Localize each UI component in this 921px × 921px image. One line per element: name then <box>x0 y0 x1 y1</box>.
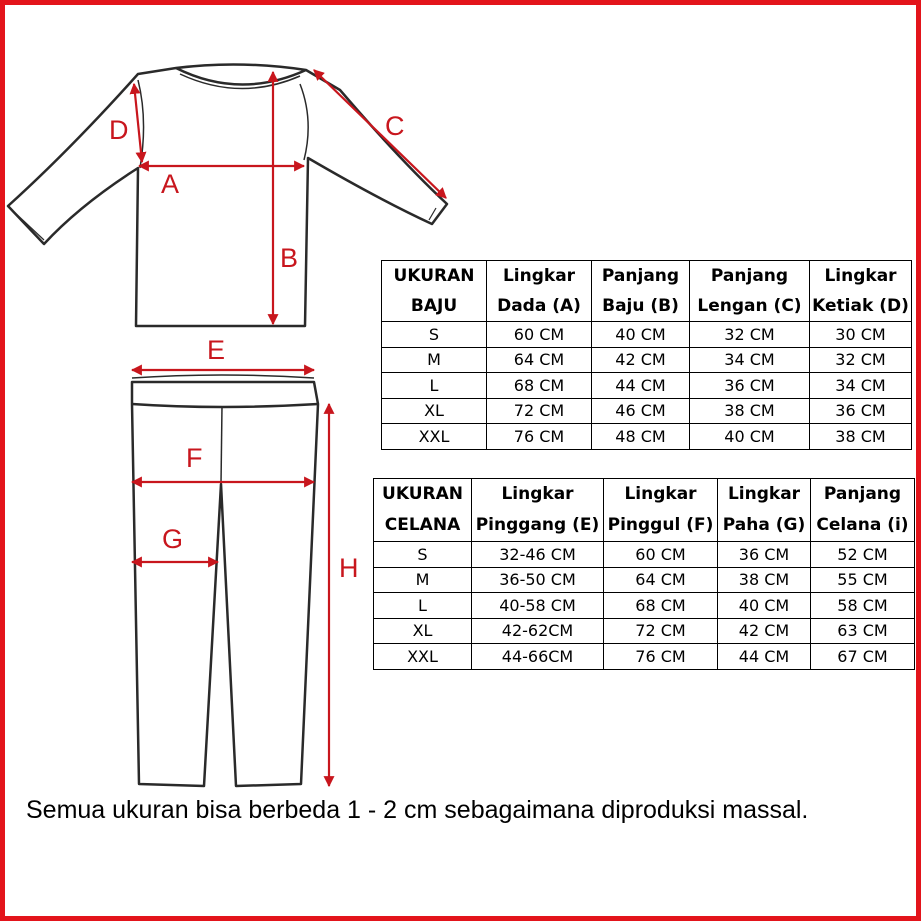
table-row: XL 42-62CM 72 CM 42 CM 63 CM <box>374 618 915 644</box>
header-cell: UKURAN BAJU <box>382 261 487 322</box>
table-row: L 68 CM 44 CM 36 CM 34 CM <box>382 373 912 399</box>
label-c: C <box>385 111 405 141</box>
table-row: XL 72 CM 46 CM 38 CM 36 CM <box>382 398 912 424</box>
table-row: S 60 CM 40 CM 32 CM 30 CM <box>382 322 912 348</box>
table-row: M 36-50 CM 64 CM 38 CM 55 CM <box>374 567 915 593</box>
label-b: B <box>280 243 299 273</box>
pants-size-table <box>373 478 915 670</box>
header-cell: Lingkar Dada (A) <box>487 261 592 322</box>
table-row: XXL 44-66CM 76 CM 44 CM 67 CM <box>374 644 915 670</box>
table-row: XXL 76 CM 48 CM 40 CM 38 CM <box>382 424 912 450</box>
label-h: H <box>339 553 359 583</box>
shirt-size-table <box>381 260 912 450</box>
header-cell: Lingkar Pinggul (F) <box>604 479 718 542</box>
header-cell: Panjang Baju (B) <box>592 261 690 322</box>
header-cell: Lingkar Paha (G) <box>718 479 811 542</box>
size-disclaimer: Semua ukuran bisa berbeda 1 - 2 cm sebagaimana diproduksi massal. <box>26 796 809 824</box>
header-cell: Lingkar Pinggang (E) <box>472 479 604 542</box>
shirt-table-header <box>382 261 912 322</box>
header-cell: Panjang Lengan (C) <box>690 261 810 322</box>
label-g: G <box>162 524 184 554</box>
pants-outline <box>132 375 318 786</box>
label-f: F <box>186 443 203 473</box>
table-row: L 40-58 CM 68 CM 40 CM 58 CM <box>374 593 915 619</box>
header-cell: Panjang Celana (i) <box>811 479 915 542</box>
label-e: E <box>207 335 226 365</box>
header-cell: Lingkar Ketiak (D) <box>810 261 912 322</box>
label-a: A <box>161 169 180 199</box>
header-cell: UKURAN CELANA <box>374 479 472 542</box>
table-row: M 64 CM 42 CM 34 CM 32 CM <box>382 347 912 373</box>
label-d: D <box>109 115 129 145</box>
pants-table-header <box>374 479 915 542</box>
table-row: S 32-46 CM 60 CM 36 CM 52 CM <box>374 542 915 568</box>
